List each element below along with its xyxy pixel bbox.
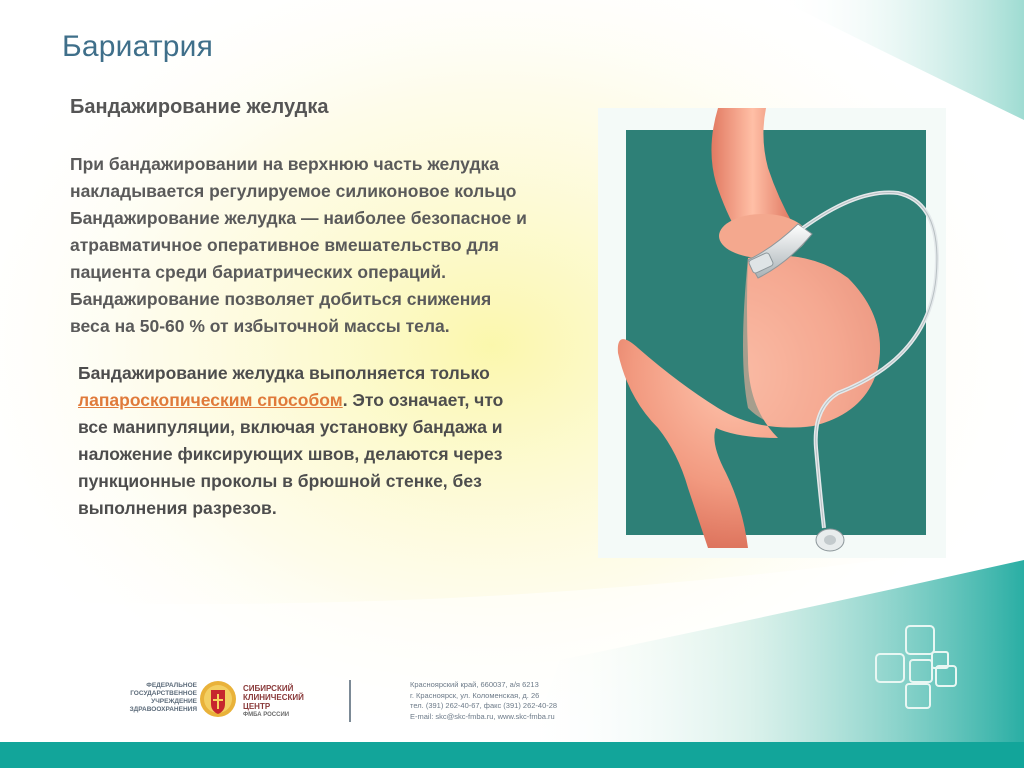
center-name-line: КЛИНИЧЕСКИЙ bbox=[243, 693, 304, 702]
description-line: При бандажировании на верхнюю часть желудка bbox=[70, 154, 500, 174]
decorative-squares-icon bbox=[870, 620, 960, 720]
procedure-line: все манипуляции, включая установку бандажа и bbox=[78, 417, 503, 437]
footer-divider bbox=[349, 680, 351, 722]
description-line: веса на 50-60 % от избыточной массы тела. bbox=[70, 316, 450, 336]
gastric-band-illustration bbox=[598, 108, 946, 558]
contact-line: E-mail: skc@skc-fmba.ru, www.skc-fmba.ru bbox=[410, 711, 555, 721]
contact-line: Красноярский край, 660037, а/я 6213 bbox=[410, 680, 539, 689]
procedure-line: Бандажирование желудка выполняется только bbox=[78, 363, 490, 383]
slide-title: Бариатрия bbox=[62, 30, 214, 63]
contact-line: г. Красноярск, ул. Коломенская, д. 26 bbox=[410, 690, 540, 700]
emblem-icon bbox=[198, 676, 238, 722]
org-line: ГОСУДАРСТВЕННОЕ bbox=[130, 690, 197, 697]
org-line: УЧРЕЖДЕНИЕ bbox=[151, 698, 197, 705]
description-line: Бандажирование желудка — наиболее безопасное и bbox=[70, 208, 527, 228]
org-line: ЗДРАВООХРАНЕНИЯ bbox=[129, 706, 197, 713]
org-type-text bbox=[122, 682, 197, 714]
description-paragraph bbox=[70, 151, 590, 340]
org-line: ФЕДЕРАЛЬНОЕ bbox=[146, 682, 197, 689]
center-name bbox=[243, 684, 304, 720]
description-line: Бандажирование позволяет добиться снижения bbox=[70, 289, 492, 309]
center-sub: ФМБА РОССИИ bbox=[243, 712, 290, 718]
laparoscopic-link[interactable]: лапароскопическим способом bbox=[78, 390, 343, 410]
procedure-paragraph bbox=[78, 360, 598, 522]
center-name-line: ЦЕНТР bbox=[243, 702, 271, 711]
procedure-line: выполнения разрезов. bbox=[78, 498, 277, 518]
center-name-line: СИБИРСКИЙ bbox=[243, 684, 294, 693]
contact-info bbox=[410, 680, 557, 722]
slide-subtitle: Бандажирование желудка bbox=[70, 96, 329, 118]
description-line: атравматичное оперативное вмешательство для bbox=[70, 235, 499, 255]
contact-line: тел. (391) 262-40-67, факс (391) 262-40-28 bbox=[410, 701, 558, 710]
procedure-line bbox=[78, 387, 598, 414]
description-line: пациента среди бариатрических операций. bbox=[70, 262, 446, 282]
procedure-line-rest: . Это означает, что bbox=[342, 390, 504, 410]
procedure-line: наложение фиксирующих швов, делаются через bbox=[78, 444, 503, 464]
description-line: накладывается регулируемое силиконовое кольцо bbox=[70, 181, 517, 201]
procedure-line: пункционные проколы в брюшной стенке, без bbox=[78, 471, 482, 491]
